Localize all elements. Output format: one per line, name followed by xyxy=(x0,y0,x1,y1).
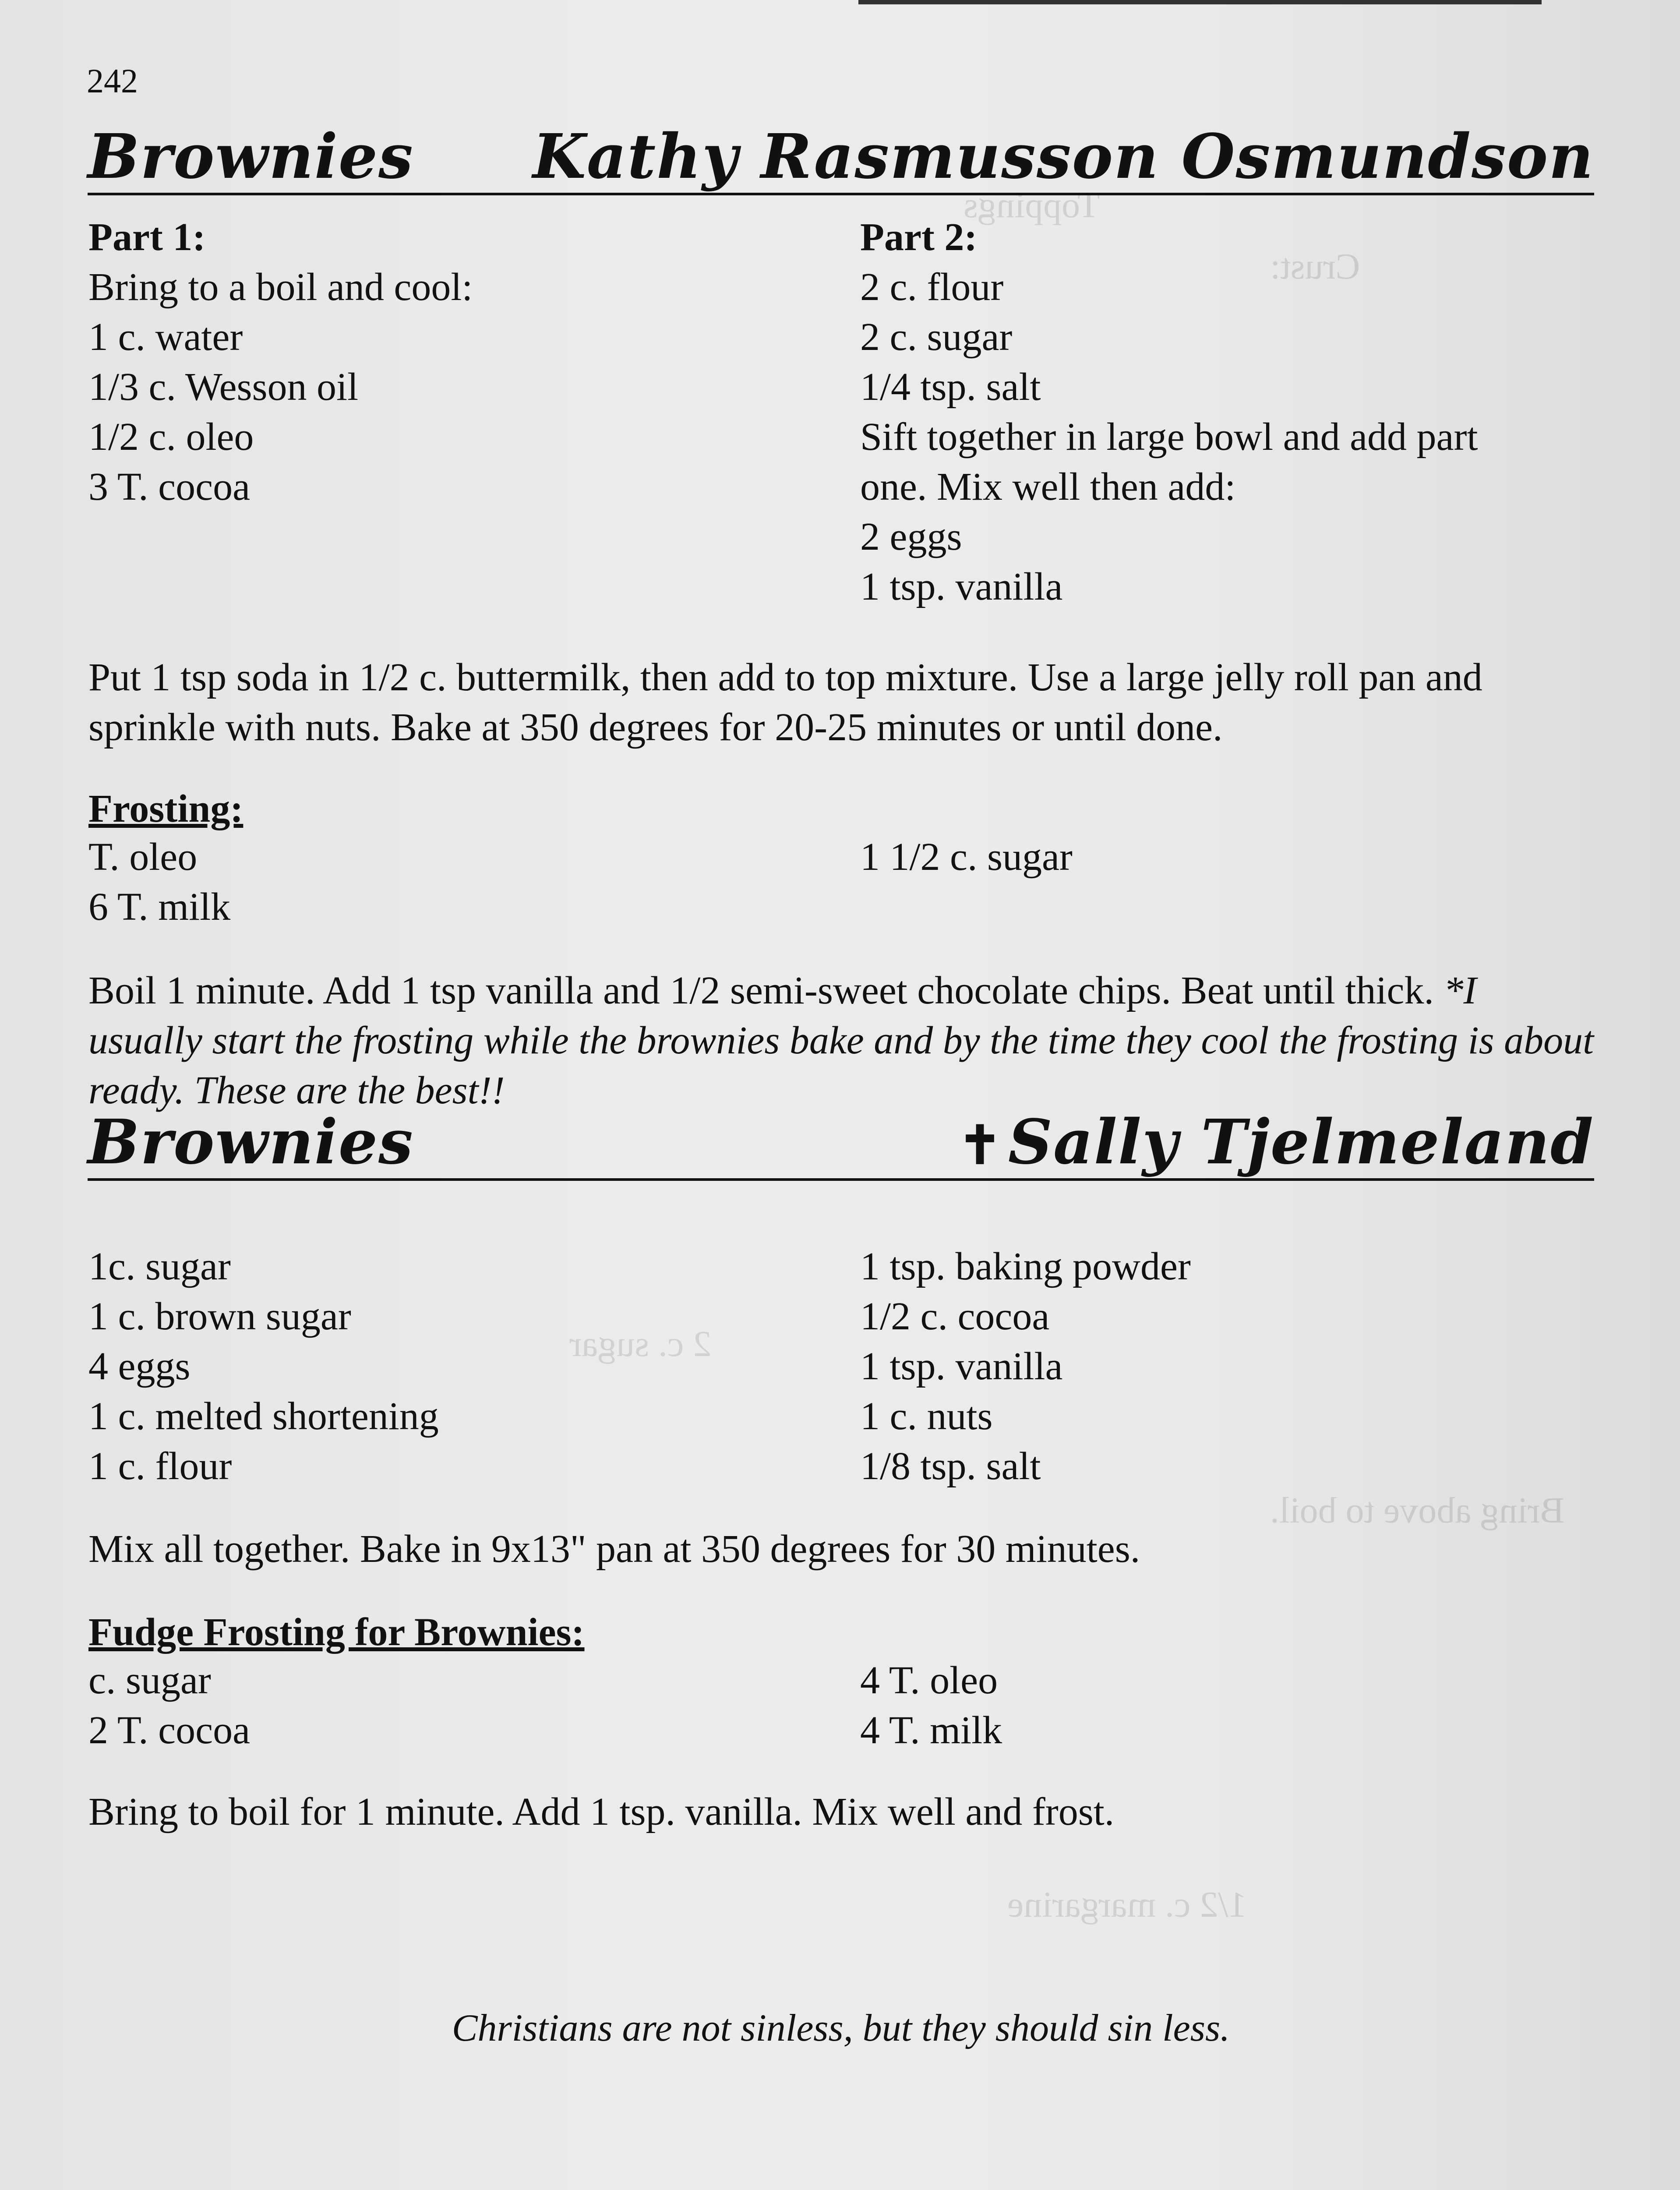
recipe1-instructions: Put 1 tsp soda in 1/2 c. buttermilk, then add to top mixture. Use a large jelly roll pan and sprinkle with nuts. Bake at 350 degrees for 20-25 minutes or until done. xyxy=(88,656,1482,749)
ingredient-line: 4 T. oleo xyxy=(860,1659,998,1702)
part1-heading: Part 1: xyxy=(88,215,206,259)
ingredient-line: 2 c. flour xyxy=(860,265,1004,309)
ingredient-line: 3 T. cocoa xyxy=(88,465,251,509)
recipe-title-row xyxy=(88,1108,1594,1181)
frosting-left-column xyxy=(88,832,230,932)
ingredient-line: 6 T. milk xyxy=(88,885,231,929)
ingredient-line: Sift together in large bowl and add part xyxy=(860,415,1478,459)
ingredient-line: 1/4 tsp. salt xyxy=(860,365,1041,409)
recipe2-instructions: Mix all together. Bake in 9x13" pan at 350 degrees for 30 minutes. xyxy=(88,1527,1140,1571)
frosting-heading: Frosting: xyxy=(88,787,244,830)
top-edge-bar xyxy=(858,0,1542,4)
recipe-author-block xyxy=(958,1106,1594,1178)
ingredient-line: 1 c. melted shortening xyxy=(88,1395,439,1438)
bleed-through-text: 1/2 c. margarine xyxy=(1007,1884,1247,1925)
ingredient-line: 1 c. flour xyxy=(88,1445,232,1488)
frosting-instructions-block xyxy=(88,966,1595,1116)
bleed-through-text: 2 c. sugar xyxy=(569,1324,712,1364)
frosting-instructions: Boil 1 minute. Add 1 tsp vanilla and 1/2 semi-sweet chocolate chips. Beat until thick. xyxy=(88,969,1434,1012)
ingredient-line: 1 tsp. vanilla xyxy=(860,565,1063,608)
ingredient-line: 1/2 c. oleo xyxy=(88,415,254,459)
ingredient-line: 4 T. milk xyxy=(860,1709,1002,1752)
ingredient-line: 2 eggs xyxy=(860,515,962,558)
recipe-author: Kathy Rasmusson Osmundson xyxy=(533,121,1594,193)
bleed-through-text: Toppings xyxy=(964,185,1100,226)
ingredient-line: T. oleo xyxy=(88,835,198,879)
frosting-note: *I usually start the frosting while the brownies bake and by the time they cool the frosting is about ready. These are the best!! xyxy=(88,969,1594,1112)
part2-column xyxy=(860,212,1478,612)
ingredient-line: 1c. sugar xyxy=(88,1245,231,1288)
footer-quote: Christians are not sinless, but they should sin less. xyxy=(452,2007,1230,2049)
fudge-left-column xyxy=(88,1656,250,1756)
ingredient-line: 1 tsp. vanilla xyxy=(860,1345,1063,1388)
ingredient-line: 1/2 c. cocoa xyxy=(860,1295,1050,1338)
ingredient-line: 1 c. brown sugar xyxy=(88,1295,351,1338)
recipe-title: Brownies xyxy=(88,121,414,193)
ingredient-line: 1 c. nuts xyxy=(860,1395,993,1438)
fudge-frosting-heading: Fudge Frosting for Brownies: xyxy=(88,1611,585,1654)
ingredient-line: 4 eggs xyxy=(88,1345,191,1388)
recipe-title-row xyxy=(88,118,1594,195)
ingredient-line: 1 1/2 c. sugar xyxy=(860,835,1073,879)
ingredient-line: c. sugar xyxy=(88,1659,211,1702)
fudge-right-column xyxy=(860,1656,1002,1756)
ingredient-line: 1 c. water xyxy=(88,315,243,359)
ingredient-line: one. Mix well then add: xyxy=(860,465,1236,509)
bleed-through-text: Bring above to boil. xyxy=(1270,1490,1564,1531)
recipe-title: Brownies xyxy=(88,1106,414,1178)
recipe-author: Sally Tjelmeland xyxy=(1008,1106,1594,1178)
ingredient-line: Bring to a boil and cool: xyxy=(88,265,473,309)
ingredient-line: 2 T. cocoa xyxy=(88,1709,251,1752)
bleed-through-text: Crust: xyxy=(1270,246,1360,287)
frosting-right-column xyxy=(860,832,1073,882)
ingredient-line: 1 tsp. baking powder xyxy=(860,1245,1191,1288)
ingredient-line: 1/8 tsp. salt xyxy=(860,1445,1041,1488)
part2-heading: Part 2: xyxy=(860,215,978,259)
ingredient-line: 1/3 c. Wesson oil xyxy=(88,365,359,409)
recipe2-right-column xyxy=(860,1242,1191,1491)
page-number: 242 xyxy=(87,62,138,100)
ingredient-line: 2 c. sugar xyxy=(860,315,1013,359)
recipe2-left-column xyxy=(88,1242,439,1491)
part1-column xyxy=(88,212,473,512)
fudge-instructions: Bring to boil for 1 minute. Add 1 tsp. vanilla. Mix well and frost. xyxy=(88,1790,1115,1833)
cross-icon: ✝ xyxy=(958,1114,1003,1176)
